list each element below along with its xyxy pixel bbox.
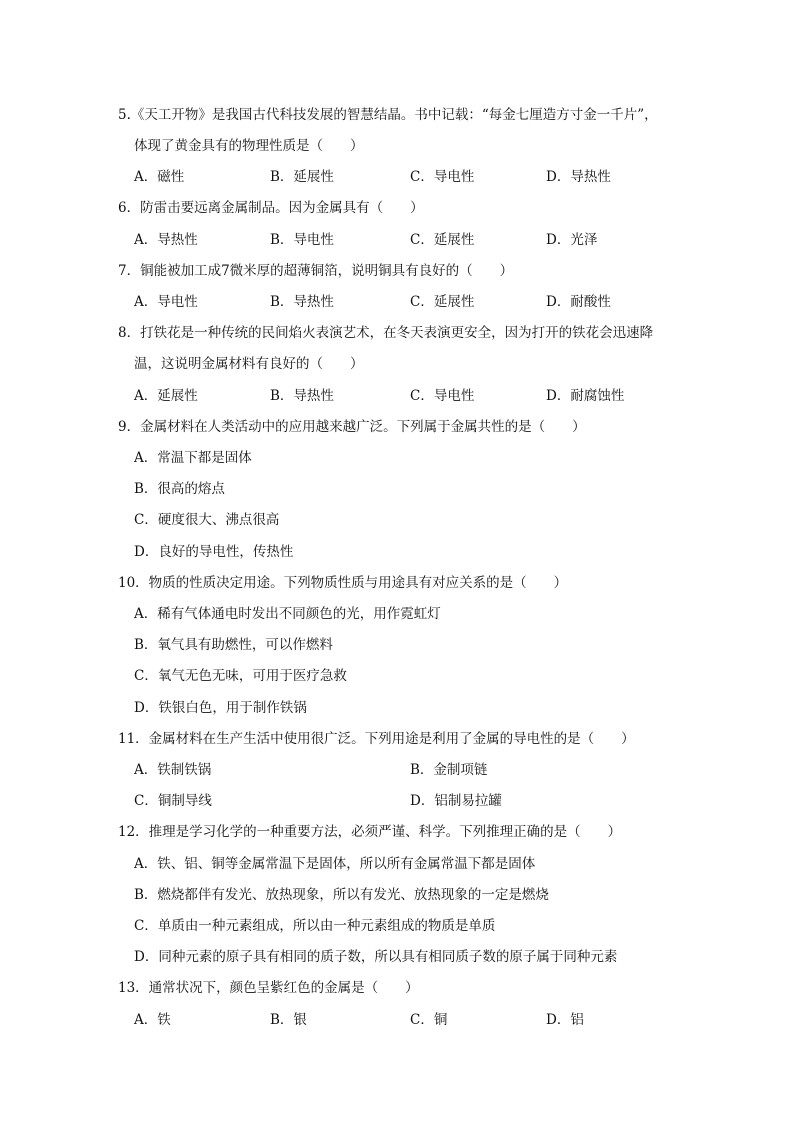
question-11-option-d: D．铝制易拉罐 — [410, 793, 502, 809]
question-6-option-a: A．导热性 — [134, 232, 198, 248]
question-11-stem: 11．金属材料在生产生活中使用很广泛。下列用途是利用了金属的导电性的是（ ） — [118, 731, 635, 747]
question-7-option-a: A．导电性 — [134, 294, 198, 310]
question-5-stem: 5.《天工开物》是我国古代科技发展的智慧结晶。书中记载：“每金七厘造方寸金一千片”， — [118, 107, 658, 123]
question-6-option-d: D．光泽 — [546, 232, 598, 248]
question-10-option-a: A．稀有气体通电时发出不同颜色的光，用作霓虹灯 — [134, 606, 441, 622]
question-10-stem: 10．物质的性质决定用途。下列物质性质与用途具有对应关系的是（ ） — [118, 575, 568, 591]
question-10-option-d: D．铁银白色，用于制作铁锅 — [134, 700, 307, 716]
question-12-stem: 12．推理是学习化学的一种重要方法，必须严谨、科学。下列推理正确的是（ ） — [118, 824, 622, 840]
question-13-option-b: B．银 — [270, 1012, 307, 1028]
question-8-stem: 8．打铁花是一种传统的民间焰火表演艺术，在冬天表演更安全，因为打开的铁花会迅速降 — [118, 325, 654, 341]
question-12-option-d: D．同种元素的原子具有相同的质子数，所以具有相同质子数的原子属于同种元素 — [134, 949, 618, 965]
question-12-option-a: A．铁、铝、铜等金属常温下是固体，所以所有金属常温下都是固体 — [134, 856, 536, 872]
question-9-option-c: C．硬度很大、沸点很高 — [134, 512, 280, 528]
question-7-option-b: B．导热性 — [270, 294, 334, 310]
question-6-option-c: C．延展性 — [410, 232, 475, 248]
question-7-option-c: C．延展性 — [410, 294, 475, 310]
question-9-stem: 9．金属材料在人类活动中的应用越来越广泛。下列属于金属共性的是（ ） — [118, 419, 586, 435]
question-9-option-b: B．很高的熔点 — [134, 481, 225, 497]
question-13-option-a: A．铁 — [134, 1012, 171, 1028]
question-6-stem: 6．防雷击要远离金属制品。因为金属具有（ ） — [118, 200, 424, 216]
question-5-option-a: A．磁性 — [134, 169, 185, 185]
question-10-option-b: B．氧气具有助燃性，可以作燃料 — [134, 637, 333, 653]
question-5-stem-continued: 体现了黄金具有的物理性质是（ ） — [134, 138, 364, 154]
question-10-option-c: C．氧气无色无味，可用于医疗急救 — [134, 668, 347, 684]
question-12-option-b: B．燃烧都伴有发光、放热现象，所以有发光、放热现象的一定是燃烧 — [134, 887, 549, 903]
question-7-option-d: D．耐酸性 — [546, 294, 611, 310]
question-9-option-d: D．良好的导电性，传热性 — [134, 544, 294, 560]
question-13-option-d: D．铝 — [546, 1012, 584, 1028]
question-9-option-a: A．常温下都是固体 — [134, 450, 252, 466]
question-13-option-c: C．铜 — [410, 1012, 448, 1028]
question-8-option-a: A．延展性 — [134, 388, 198, 404]
question-8-option-c: C．导电性 — [410, 388, 475, 404]
question-12-option-c: C．单质由一种元素组成，所以由一种元素组成的物质是单质 — [134, 918, 496, 934]
question-8-stem-continued: 温，这说明金属材料有良好的（ ） — [134, 356, 364, 372]
question-11-option-b: B．金制项链 — [410, 762, 488, 778]
question-8-option-d: D．耐腐蚀性 — [546, 388, 625, 404]
question-8-option-b: B．导热性 — [270, 388, 334, 404]
question-11-option-c: C．铜制导线 — [134, 793, 212, 809]
question-6-option-b: B．导电性 — [270, 232, 334, 248]
question-11-option-a: A．铁制铁锅 — [134, 762, 212, 778]
question-5-option-c: C．导电性 — [410, 169, 475, 185]
question-5-option-d: D．导热性 — [546, 169, 611, 185]
question-7-stem: 7．铜能被加工成7微米厚的超薄铜箔，说明铜具有良好的（ ） — [118, 263, 514, 279]
question-13-stem: 13．通常状况下，颜色呈紫红色的金属是（ ） — [118, 980, 419, 996]
question-5-option-b: B．延展性 — [270, 169, 334, 185]
